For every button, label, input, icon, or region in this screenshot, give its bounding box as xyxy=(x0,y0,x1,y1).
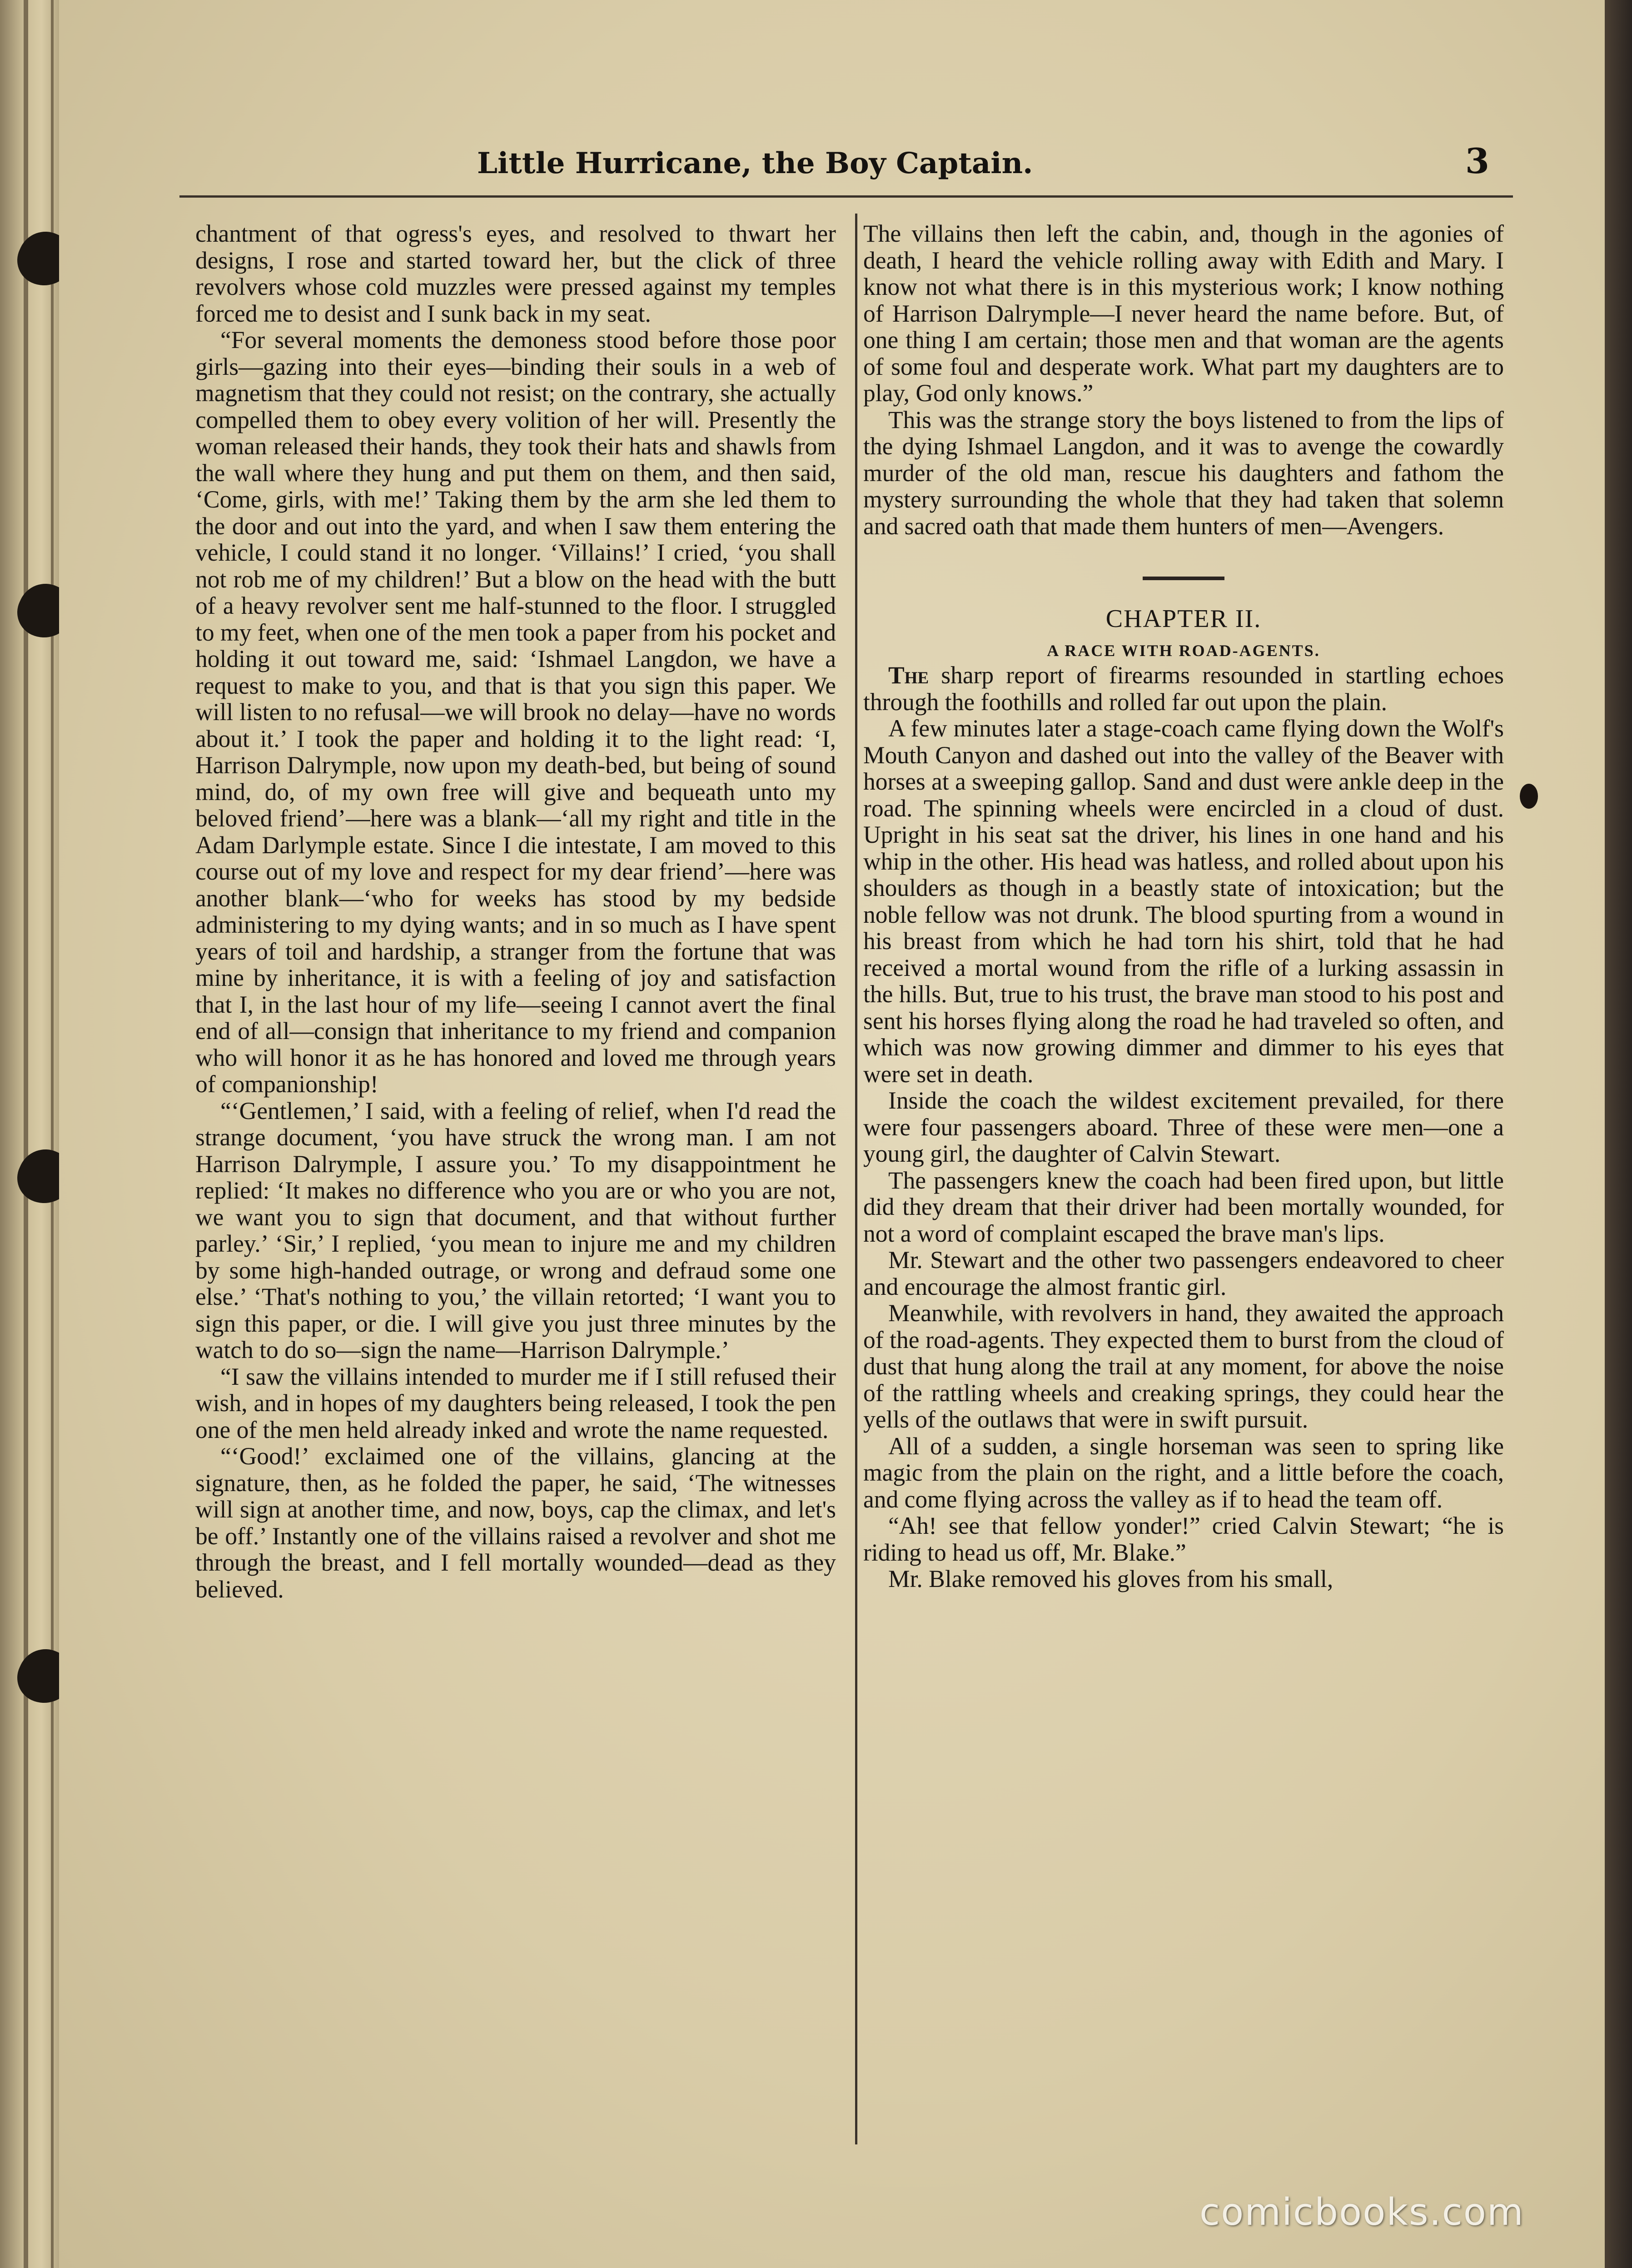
binding-fold-line xyxy=(24,0,28,2268)
watermark: comicbooks.com xyxy=(1199,2191,1524,2234)
page-number: 3 xyxy=(1465,141,1489,181)
running-title: Little Hurricane, the Boy Captain. xyxy=(477,146,1033,180)
paragraph: All of a sudden, a single horseman was seen to spring like magic from the plain on the right, and a little before the coach, and come flying across the valley as if to head the team off. xyxy=(863,1432,1504,1513)
paragraph xyxy=(863,662,1504,715)
left-column xyxy=(195,220,836,2147)
paragraph: Meanwhile, with revolvers in hand, they awaited the approach of the road-agents. They expected them to burst from the cloud of dust that hung along the trail at any moment, for above the noise of the rattling wheels and creaking springs, they could hear the yells of the outlaws that were in swift pursuit. xyxy=(863,1299,1504,1433)
column-divider xyxy=(855,214,857,2144)
chapter-title: CHAPTER II. xyxy=(1105,605,1262,633)
paragraph-text: sharp report of firearms resounded in startling echoes through the foothills and rolled far out upon the plain. xyxy=(863,662,1504,716)
header-rule xyxy=(179,195,1513,198)
paragraph: Mr. Stewart and the other two passengers endeavored to cheer and encourage the almost frantic girl. xyxy=(863,1246,1504,1300)
chapter-rule xyxy=(1143,577,1224,580)
paragraph: The villains then left the cabin, and, though in the agonies of death, I heard the vehicle rolling away with Edith and Mary. I know not what there is in this mysterious work; I know nothing of Harrison Dalrymple—I never heard the name before. But, of one thing I am certain; those men and that woman are the agents of some foul and desperate work. What part my daughters are to play, God only knows.” xyxy=(863,220,1504,407)
paragraph: The passengers knew the coach had been fired upon, but little did they dream that their driver had been mortally wounded, for not a word of complaint escaped the brave man's lips. xyxy=(863,1166,1504,1247)
paragraph: “Ah! see that fellow yonder!” cried Calvin Stewart; “he is riding to head us off, Mr. Blake.” xyxy=(863,1512,1504,1566)
chapter-subtitle: A RACE WITH ROAD-AGENTS. xyxy=(1047,642,1320,660)
ink-stain xyxy=(1520,784,1538,809)
paragraph: “For several moments the demoness stood before those poor girls—gazing into their eyes—binding their souls in a web of magnetism that they could not resist; on the contrary, she actually compelled them to obey every volition of her will. Presently the woman released their hands, they took their hats and shawls from the wall where they hung and put them on them, and then said, ‘Come, girls, with me!’ Taking them by the arm she led them to the door and out into the yard, and when I saw them entering the vehicle, I could stand it no longer. ‘Villains!’ I cried, ‘you shall not rob me of my children!’ But a blow on the head with the butt of a heavy revolver sent me half-stunned to the floor. I struggled to my feet, when one of the men took a paper from his pocket and holding it out toward me, said: ‘Ishmael Langdon, we have a request to make to you, and that is that you sign this paper. We will listen to no refusal—we will brook no delay—have no words about it.’ I took the paper and holding it to the light read: ‘I, Harrison Dalrymple, now upon my death-bed, but being of sound mind, do, of my own free will give and bequeath unto my beloved friend’—here was a blank—‘all my right and title in the Adam Darlymple estate. Since I die intestate, I am moved to this course out of my love and respect for my dear friend’—here was another blank—‘who for weeks has stood by my bedside administering to my dying wants; and in so much as I have spent years of toil and hardship, a stranger from the fortune that was mine by inheritance, it is with a feeling of joy and satisfaction that I, in the last hour of my life—seeing I cannot avert the final end of all—consign that inheritance to my friend and companion who will honor it as he has honored and loved me through years of companionship! xyxy=(195,326,836,1098)
page-edge-shadow xyxy=(1605,0,1632,2268)
paragraph: A few minutes later a stage-coach came flying down the Wolf's Mouth Canyon and dashed out into the valley of the Beaver with horses at a sweeping gallop. Sand and dust were ankle deep in the road. The spinning wheels were encircled in a cloud of dust. Upright in his seat sat the driver, his lines in one hand and his whip in the other. His head was hatless, and rolled about upon his shoulders as though in a beastly state of intoxication; but the noble fellow was not drunk. The blood spurting from a wound in his breast from which he had torn his shirt, told that he had received a mortal wound from the rifle of a lurking assassin in the hills. But, true to his trust, the brave man stood to his post and sent his horses flying along the road he had traveled so often, and which was now growing dimmer and dimmer to his eyes that were set in death. xyxy=(863,715,1504,1088)
dropcap-word: The xyxy=(888,662,929,689)
paragraph: “‘Gentlemen,’ I said, with a feeling of relief, when I'd read the strange document, ‘you have struck the wrong man. I am not Harrison Dalrymple, I assure you.’ To my disappointment he replied: ‘It makes no difference who you are or who you are not, we want you to sign that document, and that without further parley.’ ‘Sir,’ I replied, ‘you mean to injure me and my children by some high-handed outrage, or wrong and defraud some one else.’ ‘That's nothing to you,’ the villain retorted; ‘I want you to sign this paper, or die. I will give you just three minutes by the watch to do so—sign the name—Harrison Dalrymple.’ xyxy=(195,1097,836,1363)
book-binding xyxy=(0,0,59,2268)
paragraph: “‘Good!’ exclaimed one of the villains, glancing at the signature, then, as he folded the paper, he said, ‘The witnesses will sign at another time, and now, boys, cap the climax, and let's be off.’ Instantly one of the villains raised a revolver and shot me through the breast, and I fell mortally wounded—dead as they believed. xyxy=(195,1442,836,1603)
paragraph: “I saw the villains intended to murder me if I still refused their wish, and in hopes of my daughters being released, I took the pen one of the men held already inked and wrote the name requested. xyxy=(195,1363,836,1443)
binding-fold-line xyxy=(51,0,54,2268)
paragraph: chantment of that ogress's eyes, and resolved to thwart her designs, I rose and started toward her, but the click of three revolvers whose cold muzzles were pressed against my temples forced me to desist and I sunk back in my seat. xyxy=(195,220,836,327)
paragraph: Inside the coach the wildest excitement prevailed, for there were four passengers aboard. Three of these were men—one a young girl, the daughter of Calvin Stewart. xyxy=(863,1087,1504,1167)
paragraph: Mr. Blake removed his gloves from his small, xyxy=(888,1565,1333,1592)
paragraph: This was the strange story the boys listened to from the lips of the dying Ishmael Langdon, and it was to avenge the cowardly murder of the old man, rescue his daughters and fathom the mystery surrounding the whole that they had taken that solemn and sacred oath that made them hunters of men—Avengers. xyxy=(863,406,1504,540)
right-column xyxy=(863,220,1504,2147)
